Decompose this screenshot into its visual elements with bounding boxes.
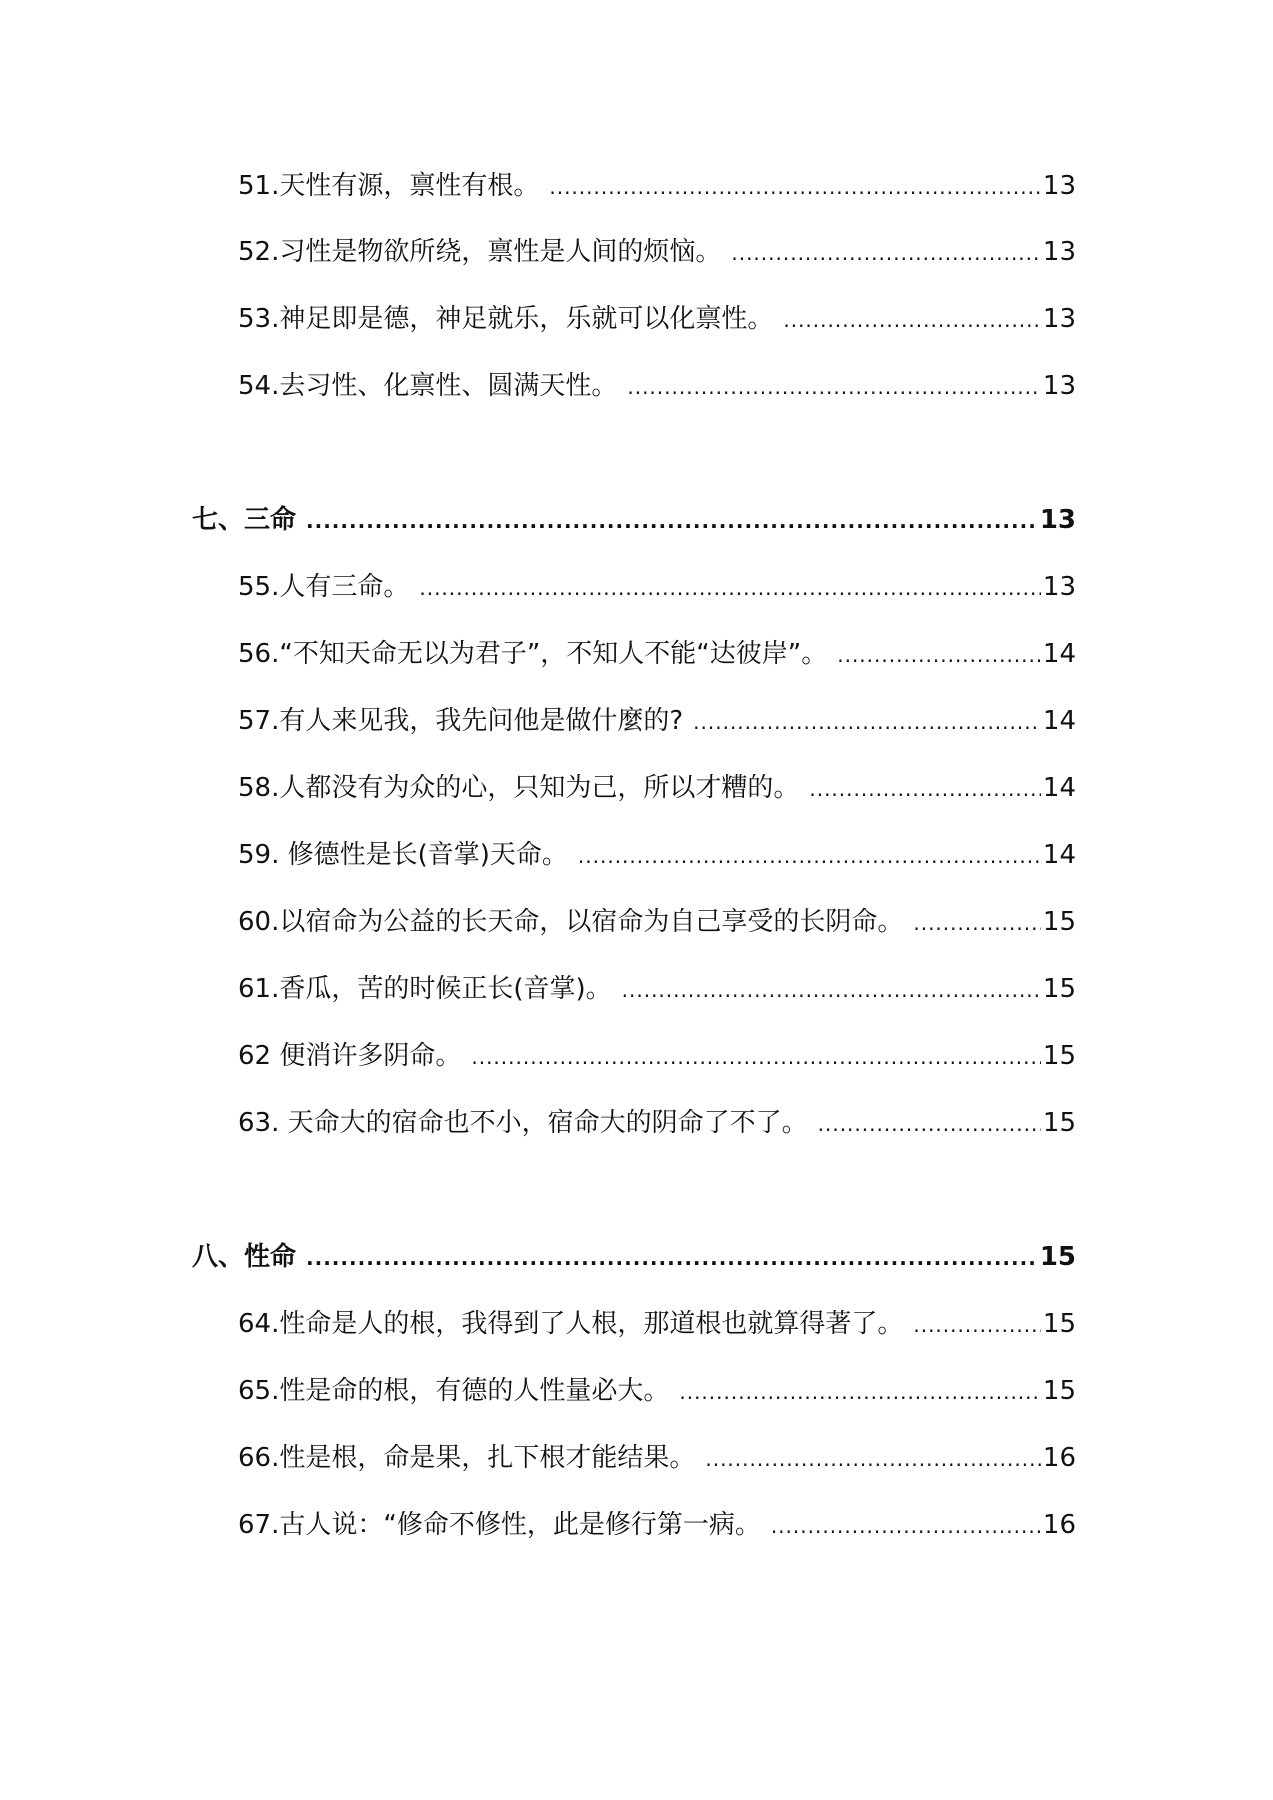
toc-page-number: 14: [1042, 773, 1076, 803]
toc-entry-title: 64.性命是人的根，我得到了人根，那道根也就算得著了。: [238, 1309, 904, 1339]
toc-entry-title: 65.性是命的根，有德的人性量必大。: [238, 1376, 670, 1406]
toc-leader-dots: [306, 501, 1038, 541]
toc-entry-57[interactable]: [238, 701, 1076, 741]
toc-entry-61[interactable]: [238, 969, 1076, 1009]
toc-entry-67[interactable]: [238, 1505, 1076, 1545]
toc-entry-title: 60.以宿命为公益的长天命，以宿命为自己享受的长阴命。: [238, 907, 904, 937]
toc-leader-dots: [837, 635, 1041, 675]
toc-section-three-destinies[interactable]: [192, 500, 1076, 540]
toc-entry-title: 66.性是根，命是果，扎下根才能结果。: [238, 1443, 696, 1473]
toc-section-title: 七、三命: [192, 505, 297, 535]
toc-page-number: 13: [1042, 572, 1076, 602]
toc-entry-title: 61.香瓜，苦的时候正长(音掌)。: [238, 974, 612, 1004]
toc-leader-dots: [809, 769, 1041, 809]
toc-entry-56[interactable]: [238, 634, 1076, 674]
toc-entry-55[interactable]: [238, 567, 1076, 607]
toc-entry-title: 62 便消许多阴命。: [238, 1041, 462, 1071]
toc-entry-title: 55.人有三命。: [238, 572, 410, 602]
toc-leader-dots: [693, 702, 1041, 742]
toc-page-number: 13: [1042, 237, 1076, 267]
toc-entry-title: 63. 天命大的宿命也不小，宿命大的阴命了不了。: [238, 1108, 808, 1138]
toc-leader-dots: [731, 233, 1041, 273]
toc-page-number: 15: [1042, 1309, 1076, 1339]
toc-entry-59[interactable]: [238, 835, 1076, 875]
toc-entry-54[interactable]: [238, 366, 1076, 406]
toc-entry-title: 57.有人来见我，我先问他是做什麼的?: [238, 706, 684, 736]
toc-page-number: 13: [1042, 371, 1076, 401]
toc-entry-51[interactable]: [238, 166, 1076, 206]
toc-leader-dots: [306, 1238, 1038, 1278]
toc-entry-65[interactable]: [238, 1371, 1076, 1411]
toc-page-number: 14: [1042, 706, 1076, 736]
toc-entry-title: 56.“不知天命无以为君子”，不知人不能“达彼岸”。: [238, 639, 828, 669]
toc-page-number: 13: [1042, 304, 1076, 334]
toc-page-number: 13: [1042, 171, 1076, 201]
toc-page-number: 16: [1042, 1510, 1076, 1540]
toc-leader-dots: [771, 1506, 1041, 1546]
toc-leader-dots: [913, 1305, 1041, 1345]
toc-entry-52[interactable]: [238, 232, 1076, 272]
toc-entry-66[interactable]: [238, 1438, 1076, 1478]
toc-leader-dots: [913, 903, 1041, 943]
toc-entry-title: 52.习性是物欲所绕，禀性是人间的烦恼。: [238, 237, 722, 267]
toc-page-number: 15: [1042, 907, 1076, 937]
toc-section-nature-destiny[interactable]: [192, 1237, 1076, 1277]
toc-entry-title: 51.天性有源，禀性有根。: [238, 171, 540, 201]
toc-leader-dots: [419, 568, 1041, 608]
toc-entry-60[interactable]: [238, 902, 1076, 942]
toc-entry-title: 53.神足即是德，神足就乐，乐就可以化禀性。: [238, 304, 774, 334]
toc-page-number: 14: [1042, 840, 1076, 870]
toc-leader-dots: [549, 167, 1041, 207]
toc-leader-dots: [627, 367, 1041, 407]
toc-entry-58[interactable]: [238, 768, 1076, 808]
toc-entry-64[interactable]: [238, 1304, 1076, 1344]
toc-leader-dots: [705, 1439, 1041, 1479]
toc-page-number: 15: [1042, 1376, 1076, 1406]
toc-entry-title: 59. 修德性是长(音掌)天命。: [238, 840, 568, 870]
toc-page-number: 16: [1042, 1443, 1076, 1473]
toc-leader-dots: [622, 970, 1041, 1010]
toc-page-number: 15: [1042, 1041, 1076, 1071]
toc-leader-dots: [679, 1372, 1041, 1412]
toc-leader-dots: [818, 1104, 1041, 1144]
toc-entry-62[interactable]: [238, 1036, 1076, 1076]
toc-entry-title: 54.去习性、化禀性、圆满天性。: [238, 371, 618, 401]
toc-section-title: 八、性命: [192, 1242, 297, 1272]
toc-leader-dots: [471, 1037, 1041, 1077]
toc-entry-title: 58.人都没有为众的心，只知为己，所以才糟的。: [238, 773, 800, 803]
toc-page-number: 15: [1042, 1108, 1076, 1138]
toc-page-number: 15: [1042, 974, 1076, 1004]
toc-page-number: 14: [1042, 639, 1076, 669]
toc-page-number: 13: [1039, 505, 1076, 535]
toc-leader-dots: [578, 836, 1041, 876]
toc-leader-dots: [783, 300, 1041, 340]
toc-entry-title: 67.古人说：“修命不修性，此是修行第一病。: [238, 1510, 761, 1540]
toc-entry-53[interactable]: [238, 299, 1076, 339]
toc-page-number: 15: [1039, 1242, 1076, 1272]
toc-entry-63[interactable]: [238, 1103, 1076, 1143]
